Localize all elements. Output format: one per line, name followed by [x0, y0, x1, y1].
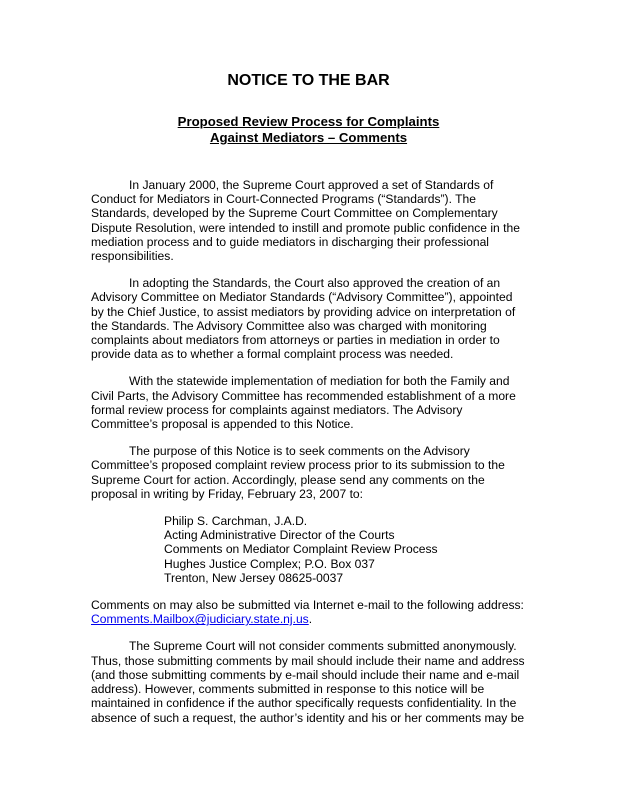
email-intro-text: Comments on may also be submitted via Internet e-mail to the following address:: [91, 598, 524, 613]
address-line: Trenton, New Jersey 08625-0037: [164, 570, 344, 585]
address-line: Hughes Justice Complex; P.O. Box 037: [164, 556, 375, 571]
paragraph-standards-approval: In January 2000, the Supreme Court approved a set of Standards of Conduct for Mediators in Court-Connected Programs (“Standards”). The Standards, developed by the Supreme Court Committee on Complementary Dispute Resolution, were intended to instill and promote public confidence in the mediation process and to guide mediators in discharging their professional responsibilities.: [91, 178, 520, 264]
mailing-address: [164, 514, 526, 585]
address-line: Acting Administrative Director of the Courts: [164, 528, 395, 543]
page-subtitle: [91, 114, 526, 146]
paragraph-anonymity-policy: The Supreme Court will not consider comments submitted anonymously. Thus, those submitting comments by mail should include their name and address (and those submitting comments by e-mail should include their name and e-mail address). However, comments submitted in response to this notice will be maintained in confidence if the author specifically requests confidentiality. In the absence of such a request, the author’s identity and his or her comments may be: [91, 639, 525, 725]
page-title: NOTICE TO THE BAR: [227, 72, 390, 89]
paragraph-review-process: With the statewide implementation of mediation for both the Family and Civil Parts, the Advisory Committee has recommended establishment of a more formal review process for complaints against mediators. The Advisory Committee’s proposal is appended to this Notice.: [91, 374, 516, 432]
email-suffix: .: [308, 612, 313, 627]
paragraph-email-submission: [91, 598, 526, 626]
subtitle-line-2: Against Mediators – Comments: [209, 130, 408, 145]
address-line: Comments on Mediator Complaint Review Process: [164, 542, 438, 557]
address-line: Philip S. Carchman, J.A.D.: [164, 514, 308, 529]
email-link[interactable]: Comments.Mailbox@judiciary.state.nj.us: [91, 612, 309, 627]
paragraph-advisory-committee: In adopting the Standards, the Court also approved the creation of an Advisory Committee on Mediator Standards (“Advisory Committee”), appointed by the Chief Justice, to assist mediators by providing advice on interpretation of the Standards. The Advisory Committee also was charged with monitoring complaints about mediators from attorneys or parties in mediation in order to provide data as to whether a formal complaint process was needed.: [91, 276, 516, 362]
paragraph-comment-request: The purpose of this Notice is to seek comments on the Advisory Committee’s proposed complaint review process prior to its submission to the Supreme Court for action. Accordingly, please send any comments on the proposal in writing by Friday, February 23, 2007 to:: [91, 444, 505, 501]
subtitle-line-1: Proposed Review Process for Complaints: [177, 114, 440, 129]
